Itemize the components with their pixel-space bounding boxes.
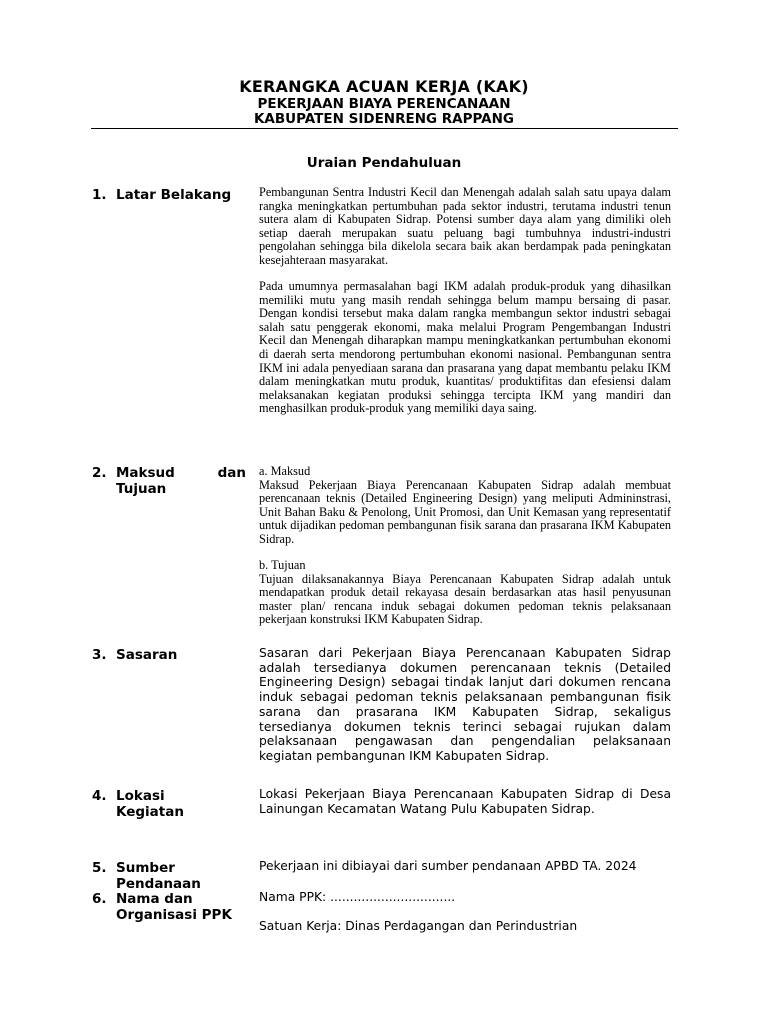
intro-heading: Uraian Pendahuluan	[306, 155, 462, 171]
header-divider	[91, 128, 678, 129]
section-6-label	[92, 891, 246, 923]
section-6-title-line2: Organisasi PPK	[116, 907, 232, 923]
section-6-body	[259, 890, 671, 933]
section-5-title-line2: Pendanaan	[116, 876, 201, 892]
section-4-body	[259, 787, 671, 816]
section-4-number: 4.	[92, 788, 107, 804]
section-5-number: 5.	[92, 860, 107, 876]
document-subtitle-region: KABUPATEN SIDENRENG RAPPANG	[253, 111, 515, 127]
document-subtitle-project: PEKERJAAN BIAYA PERENCANAAN	[257, 96, 511, 112]
section-4-label	[92, 788, 246, 820]
section-2-number: 2.	[92, 465, 107, 481]
section-3-body	[259, 646, 671, 764]
lokasi-text: Lokasi Pekerjaan Biaya Perencanaan Kabupaten Sidrap di Desa Lainungan Kecamatan Watang Pulu Kabupaten Sidrap.	[259, 787, 671, 816]
section-6-number: 6.	[92, 891, 107, 907]
section-2-title-line2: Tujuan	[116, 481, 167, 497]
nama-ppk-text: Nama PPK: ................................	[259, 890, 456, 904]
maksud-text: Maksud Pekerjaan Biaya Perencanaan Kabupaten Sidrap adalah membuat perencanaan teknis (Detailed Engineering Design) yang meliputi Admininstrasi, Unit Bahan Baku & Penolong, Unit Promosi, dan Unit Kemasan yang representatif untuk dijadikan pedoman pembangunan fisik sarana dan prasarana IKM Kabupaten Sidrap.	[259, 477, 671, 546]
section-1-label	[92, 187, 246, 203]
section-6-title-line1: Nama dan	[116, 891, 193, 907]
section-2-label	[92, 465, 246, 497]
tujuan-heading: b. Tujuan	[259, 558, 306, 573]
sasaran-text: Sasaran dari Pekerjaan Biaya Perencanaan Kabupaten Sidrap adalah tersedianya dokumen perencanaan teknis (Detailed Engineering Design) sebagai tindak lanjut dari dokumen rencana induk sebagai pedoman teknis pelaksanaan pembangunan fisik sarana dan prasarana IKM Kabupaten Sidrap, sekaligus tersedianya dokumen teknis terinci sebagai rujukan dalam pelaksanaan pengawasan dan pengendalian pelaksanaan kegiatan pembangunan IKM Kabupaten Sidrap.	[259, 646, 671, 763]
section-3-label	[92, 647, 246, 663]
tujuan-text: Tujuan dilaksanakannya Biaya Perencanaan Kabupaten Sidrap adalah untuk mendapatkan produk detail rekayasa desain berdasarkan atas hasil penyusunan master plan/ rencana induk sebagai dokumen pedoman teknis pelaksanaan pekerjaan konstruksi IKM Kabupaten Sidrap.	[259, 571, 671, 627]
section-5-label	[92, 860, 246, 892]
section-1-number: 1.	[92, 187, 107, 203]
section-3-title: Sasaran	[116, 647, 178, 663]
section-1-body	[259, 186, 671, 416]
latar-belakang-paragraph-1: Pembangunan Sentra Industri Kecil dan Menengah adalah salah satu upaya dalam rangka meningkatkan pertumbuhan pada sektor industri, terutama industri tenun sutera alam di Kabupaten Sidrap. Potensi sumber daya alam yang dimiliki oleh setiap daerah merupakan suatu peluang bagi tumbuhnya industri-industri pengolahan sehingga bila dikelola secara baik akan berdampak pada peningkatan kesejahteraan masyarakat.	[259, 185, 671, 267]
section-5-title-line1: Sumber	[116, 860, 175, 876]
section-1-title: Latar Belakang	[116, 187, 232, 203]
section-4-title-line1: Lokasi	[116, 788, 165, 804]
maksud-heading: a. Maksud	[259, 464, 311, 478]
section-4-title-line2: Kegiatan	[116, 804, 184, 820]
section-5-body	[259, 859, 671, 874]
sumber-pendanaan-text: Pekerjaan ini dibiayai dari sumber pendanaan APBD TA. 2024	[259, 859, 637, 873]
satuan-kerja-text: Satuan Kerja: Dinas Perdagangan dan Perindustrian	[259, 918, 578, 933]
latar-belakang-paragraph-2: Pada umumnya permasalahan bagi IKM adalah produk-produk yang dihasilkan memiliki mutu yang masih rendah sehingga belum mampu bersaing di pasar. Dengan kondisi tersebut maka dalam rangka membangun sektor industri sebagai salah satu penggerak ekonomi, maka melalui Program Pengembangan Industri Kecil dan Menengah diharapkan mampu meningkatkankan pertumbuhan ekonomi di daerah serta mendorong pertumbuhan ekonomi nasional. Pembangunan sentra IKM ini adala penyediaan sarana dan prasarana yang dapat membantu pelaku IKM dalam meningkatkan mutu produk, kuantitas/ produktifitas dan efesiensi dalam melaksanakan kegiatan produksi sehingga tercipta IKM yang mandiri dan menghasilkan produk-produk yang memiliki daya saing.	[259, 279, 671, 416]
document-title: KERANGKA ACUAN KERJA (KAK)	[239, 77, 529, 96]
section-3-number: 3.	[92, 647, 107, 663]
section-2-body	[259, 465, 671, 627]
section-2-title-line1: Maksud dan	[116, 465, 246, 481]
